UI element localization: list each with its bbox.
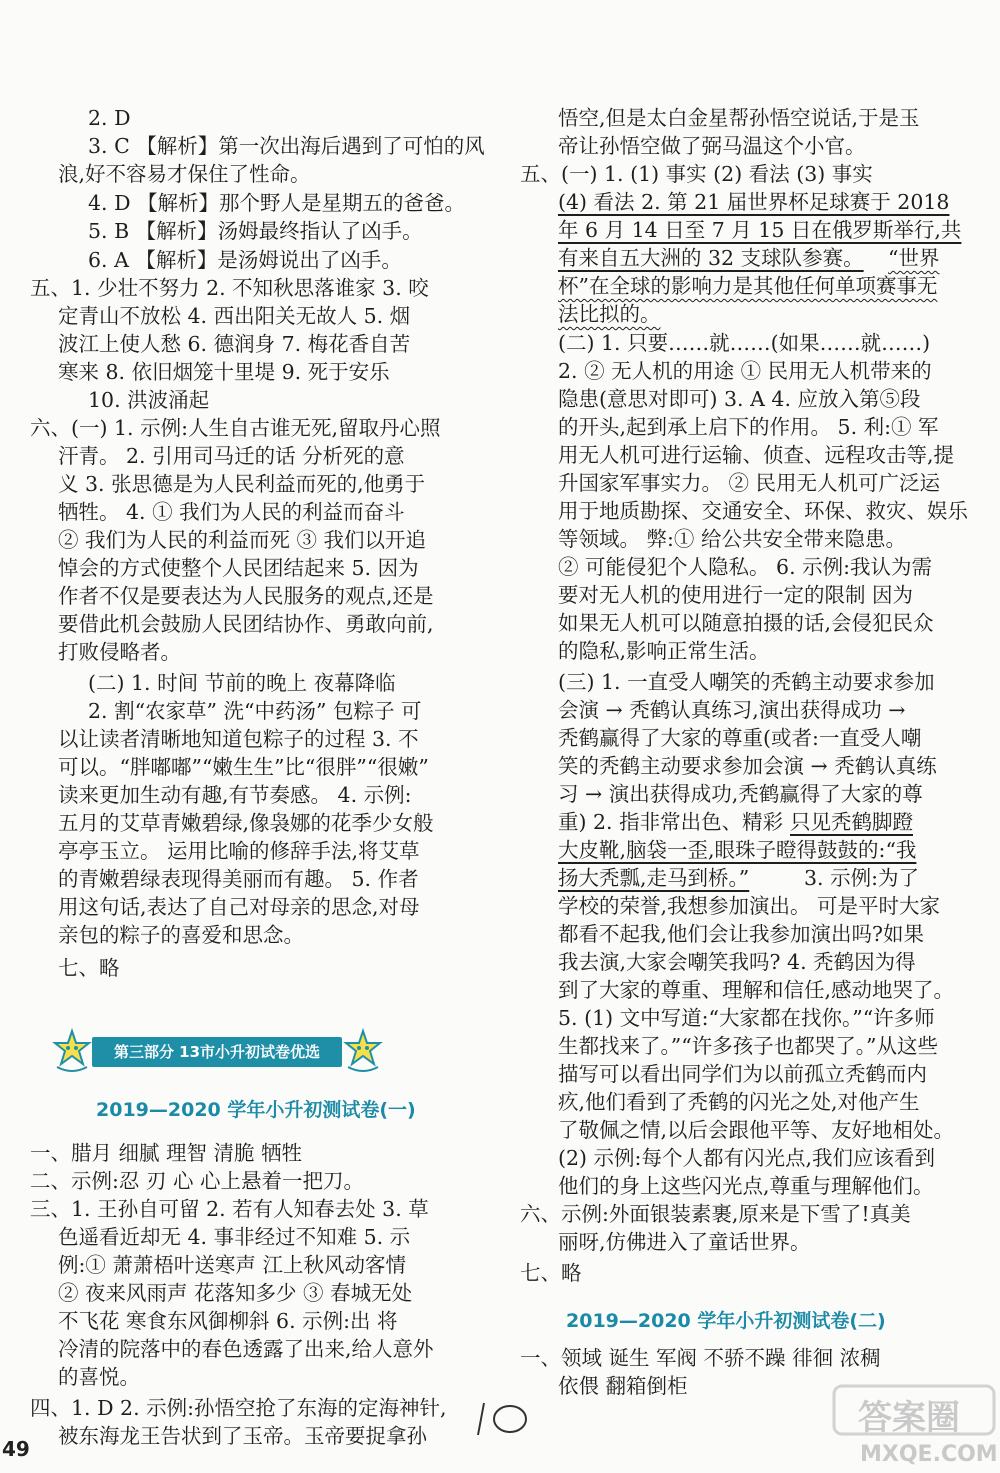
answer-line: 牺牲。 4. ① 我们为人民的利益而奋斗 [58, 500, 405, 524]
answer-line: 例:① 萧萧梧叶送寒声 江上秋风动客情 [58, 1253, 406, 1277]
answer-line: 的青嫩碧绿表现得美丽而有趣。 5. 作者 [58, 867, 419, 891]
answer-line: 2. D [88, 106, 131, 130]
answer-line: 六、(一) 1. 示例:人生自古谁无死,留取丹心照 [30, 416, 441, 440]
answer-line: 的开头,起到承上启下的作用。 5. 利:① 军 [558, 415, 939, 439]
answer-line: 了敬佩之情,以后会跟他平等、友好地相处。 [558, 1118, 955, 1142]
answer-line: 4. D 【解析】那个野人是星期五的爸爸。 [88, 191, 466, 215]
answer-line: 会演 → 秃鹤认真练习,演出获得成功 → [558, 698, 906, 722]
answer-line: 悼会的方式使整个人民团结起来 5. 因为 [58, 556, 419, 580]
answer-line: 隐患(意思对即可) 3. A 4. 应放入第⑤段 [558, 387, 921, 411]
answer-line: (2) 示例:每个人都有闪光点,我们应该看到 [558, 1146, 935, 1170]
answer-line: 悟空,但是太白金星帮孙悟空说话,于是玉 [558, 106, 920, 130]
answer-line: ② 可能侵犯个人隐私。 6. 示例:我认为需 [558, 555, 933, 579]
answer-line: 四、1. D 2. 示例:孙悟空抢了东海的定海神针, [30, 1396, 447, 1420]
answer-line: 他们的身上这些闪光点,尊重与理解他们。 [558, 1174, 934, 1198]
answer-line: 波江上使人愁 6. 德润身 7. 梅花香自苦 [58, 332, 411, 356]
answer-line: 的隐私,影响正常生活。 [558, 639, 770, 663]
answer-line: (二) 1. 只要……就……(如果……就……) [558, 331, 931, 355]
star-decoration-icon [52, 1027, 92, 1073]
answer-line: ② 夜来风雨声 花落知多少 ③ 春城无处 [58, 1281, 413, 1305]
answer-line: 生都找来了。”“许多孩子也都哭了。”从这些 [558, 1034, 938, 1058]
answer-line: 用这句话,表达了自己对母亲的思念,对母 [58, 895, 420, 919]
answer-line: 2. ② 无人机的用途 ① 民用无人机带来的 [558, 359, 932, 383]
answer-line: 重) 2. 指非常出色、精彩 [558, 810, 784, 834]
answer-line: (4) 看法 2. 第 21 届世界杯足球赛于 2018 [558, 190, 950, 214]
answer-line: 升国家军事实力。 ② 民用无人机可广泛运 [558, 471, 941, 495]
answer-line: 定青山不放松 4. 西出阳关无故人 5. 烟 [58, 304, 411, 328]
watermark-sub: MXQE.COM [860, 1442, 998, 1467]
answer-line: 有来自五大洲的 32 支球队参赛。 [558, 246, 864, 270]
answer-line: 大皮靴,脑袋一歪,眼珠子瞪得鼓鼓的:“我 [558, 838, 917, 862]
answer-line: 帝让孙悟空做了弼马温这个小官。 [558, 134, 866, 158]
answer-line: 的喜悦。 [58, 1365, 140, 1389]
answer-line: 不飞花 寒食东风御柳斜 6. 示例:出 将 [58, 1309, 398, 1333]
answer-line: 5. B 【解析】汤姆最终指认了凶手。 [88, 219, 423, 243]
star-decoration-icon [343, 1027, 383, 1073]
answer-line: 6. A 【解析】是汤姆说出了凶手。 [88, 248, 402, 272]
answer-line: 学校的荣誉,我想参加演出。 可是平时大家 [558, 894, 941, 918]
answer-line: 打败侵略者。 [58, 640, 181, 664]
answer-line: 年 6 月 14 日至 7 月 15 日在俄罗斯举行,共 [558, 218, 962, 242]
answer-line: 如果无人机可以随意拍摄的话,会侵犯民众 [558, 611, 934, 635]
answer-line: 亭亭玉立。 运用比喻的修辞手法,将艾草 [58, 839, 420, 863]
answer-line: 七、略 [58, 956, 120, 980]
answer-line: 杯”在全球的影响力是其他任何单项赛事无 [558, 274, 938, 298]
answer-line: 可以。“胖嘟嘟”“嫩生生”比“很胖”“很嫩” [58, 755, 429, 779]
answer-line: 以让读者清晰地知道包粽子的过程 3. 不 [58, 727, 419, 751]
answer-line: (二) 1. 时间 节前的晚上 夜幕降临 [88, 671, 396, 695]
answer-line: 2. 割“农家草” 洗“中药汤” 包粽子 可 [88, 699, 422, 723]
answer-line: 一、领域 诞生 军阀 不骄不躁 徘徊 浓稠 [520, 1346, 881, 1370]
answer-line: 汗青。 2. 引用司马迁的话 分析死的意 [58, 444, 405, 468]
answer-line: 只见秃鹤脚蹬 [790, 810, 913, 834]
exam-title: 2019—2020 学年小升初测试卷(二) [566, 1310, 886, 1332]
answer-line: 二、示例:忍 刃 心 心上悬着一把刀。 [30, 1169, 364, 1193]
answer-line: 描写可以看出同学们为以前孤立秃鹤而内 [558, 1062, 927, 1086]
answer-line: 我去演,大家会嘲笑我吗? 4. 秃鹤因为得 [558, 950, 916, 974]
watermark [830, 1380, 1000, 1473]
answer-line: 都看不起我,他们会让我参加演出吗?如果 [558, 922, 925, 946]
answer-line: ② 我们为人民的利益而死 ③ 我们以开追 [58, 528, 427, 552]
answer-line: 丽呀,仿佛进入了童话世界。 [558, 1230, 811, 1254]
answer-line: 用无人机可进行运输、侦查、远程攻击等,提 [558, 443, 955, 467]
answer-line: 被东海龙王告状到了玉帝。玉帝要捉拿孙 [58, 1424, 427, 1448]
answer-line: 五、1. 少壮不努力 2. 不知秋思落谁家 3. 咬 [30, 276, 429, 300]
answer-line: 读来更加生动有趣,有节奏感。 4. 示例: [58, 783, 412, 807]
answer-line: 到了大家的尊重、理解和信任,感动地哭了。 [558, 978, 955, 1002]
answer-line: 5. (1) 文中写道:“大家都在找你。”“许多师 [558, 1006, 935, 1030]
answer-line: 扬大秃瓢,走马到桥。” [558, 866, 750, 890]
answer-line: 亲包的粽子的喜爱和思念。 [58, 923, 304, 947]
answer-line: 浪,好不容易才保住了性命。 [58, 162, 311, 186]
answer-line: 要对无人机的使用进行一定的限制 因为 [558, 583, 914, 607]
answer-line: 等领域。 弊:① 给公共安全带来隐患。 [558, 527, 906, 551]
answer-line: 笑的秃鹤主动要求参加会演 → 秃鹤认真练 [558, 754, 937, 778]
answer-line: 习 → 演出获得成功,秃鹤赢得了大家的尊 [558, 782, 923, 806]
answer-line: 要借此机会鼓励人民团结协作、勇敢向前, [58, 612, 434, 636]
answer-line: 依偎 翻箱倒柜 [558, 1374, 688, 1398]
page-number: 49 [2, 1437, 30, 1461]
answer-line: 3. C 【解析】第一次出海后遇到了可怕的风 [88, 134, 485, 158]
answer-line: 冷清的院落中的春色透露了出来,给人意外 [58, 1337, 434, 1361]
section-band: 第三部分 13市小升初试卷优选 [92, 1037, 342, 1067]
answer-line: 五月的艾草青嫩碧绿,像袅娜的花季少女般 [58, 811, 434, 835]
handwritten-mark [470, 1395, 540, 1440]
answer-line: “世界 [888, 246, 940, 270]
answer-line: 六、示例:外面银装素裹,原来是下雪了!真美 [520, 1202, 911, 1226]
answer-line: 用于地质勘探、交通安全、环保、救灾、娱乐 [558, 499, 968, 523]
watermark-main: 答案圈 [858, 1398, 960, 1438]
answer-line: 3. 示例:为了 [804, 866, 919, 890]
answer-line: (三) 1. 一直受人嘲笑的秃鹤主动要求参加 [558, 670, 935, 694]
answer-line: 七、略 [520, 1261, 582, 1285]
answer-line: 疚,他们看到了秃鹤的闪光之处,对他产生 [558, 1090, 920, 1114]
answer-line: 一、腊月 细腻 理智 清脆 牺牲 [30, 1141, 303, 1165]
answer-line: 法比拟的。 [558, 302, 661, 326]
answer-line: 10. 洪波涌起 [88, 388, 210, 412]
answer-line: 寒来 8. 依旧烟笼十里堤 9. 死于安乐 [58, 360, 390, 384]
answer-line: 色遥看近却无 4. 事非经过不知难 5. 示 [58, 1225, 411, 1249]
exam-title: 2019—2020 学年小升初测试卷(一) [96, 1099, 416, 1121]
answer-line: 义 3. 张思德是为人民利益而死的,他勇于 [58, 472, 426, 496]
answer-line: 五、(一) 1. (1) 事实 (2) 看法 (3) 事实 [520, 162, 873, 186]
answer-line: 三、1. 王孙自可留 2. 若有人知春去处 3. 草 [30, 1197, 429, 1221]
answer-line: 秃鹤赢得了大家的尊重(或者:一直受人嘲 [558, 726, 922, 750]
answer-line: 作者不仅是要表达为人民服务的观点,还是 [58, 584, 434, 608]
